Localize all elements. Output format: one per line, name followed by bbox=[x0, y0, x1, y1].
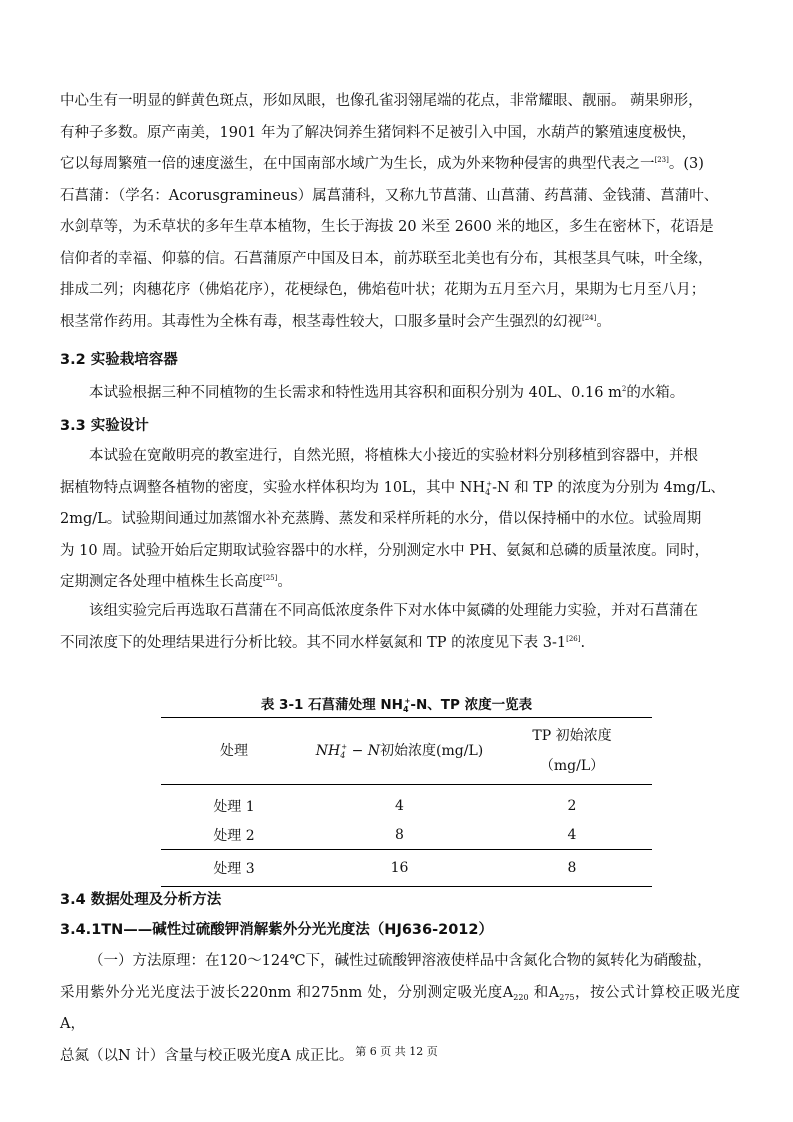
section-heading-3-4: 3.4 数据处理及分析方法 bbox=[60, 892, 222, 908]
text-line: 2mg/L。试验期间通过加蒸馏水补充蒸腾、蒸发和采样所耗的水分，借以保持桶中的水位。试验周期 bbox=[60, 511, 702, 527]
citation: [24] bbox=[582, 313, 597, 322]
text-line: 有种子多数。原产南美，1901 年为了解决饲养生猪饲料不足被引入中国，水葫芦的繁殖速度极快， bbox=[60, 124, 697, 141]
table-cell: 4 bbox=[567, 826, 577, 843]
text-line: 水剑草等，为禾草状的多年生草本植物，生长于海拔 20 米至 2600 米的地区，多生在密林下，花语是 bbox=[60, 219, 714, 235]
page-footer: 第 6 页 共 12 页 bbox=[355, 1045, 438, 1058]
table-cell: 处理 2 bbox=[213, 827, 255, 844]
table-cell: 16 bbox=[390, 860, 409, 876]
text-line: 定期测定各处理中植株生长高度[25]。 bbox=[60, 574, 292, 590]
text-line: 不同浓度下的处理结果进行分析比较。其不同水样氨氮和 TP 的浓度见下表 3-1[26]. bbox=[60, 634, 586, 651]
table-cell: 处理 3 bbox=[213, 861, 255, 877]
section-heading-3-2: 3.2 实验栽培容器 bbox=[60, 352, 178, 368]
table-row bbox=[161, 785, 652, 821]
table-row bbox=[161, 820, 652, 850]
table-cell: 8 bbox=[395, 826, 404, 843]
text-line: 该组实验完后再选取石菖蒲在不同高低浓度条件下对水体中氮磷的处理能力实验，并对石菖蒲在 bbox=[89, 603, 698, 619]
citation: [23] bbox=[654, 156, 669, 164]
text-line: 信仰者的幸福、仰慕的信。石菖蒲原产中国及日本，前苏联至北美也有分布，其根茎具气味，叶全缘， bbox=[60, 250, 713, 267]
table-caption: 表 3-1 石菖蒲处理 $NH_4^+-N$、TP 浓度一览表 bbox=[260, 697, 533, 714]
citation: [26] bbox=[566, 634, 581, 643]
citation: [25] bbox=[263, 574, 278, 582]
text-line: 它以每周繁殖一倍的速度滋生，在中国南部水域广为生长，成为外来物种侵害的典型代表之一[23]。(3) bbox=[60, 156, 704, 172]
body-paragraph-3-3b bbox=[60, 596, 740, 659]
text-line: 总氮（以N 计）含量与校正吸光度A 成正比。 bbox=[60, 1047, 354, 1064]
table-row bbox=[161, 850, 652, 887]
header-tp-initial: TP 初始浓度 （mg/L） bbox=[532, 728, 612, 774]
table-cell: 8 bbox=[567, 860, 577, 876]
body-paragraph-1 bbox=[60, 86, 740, 338]
table-header-row bbox=[161, 718, 652, 785]
text-line: 据植物特点调整各植物的密度，实验水样体积均为 10L，其中 $NH_4^+-N$ 和 TP 的浓度为分别为 4mg/L、 bbox=[60, 479, 725, 497]
text-line: 中心生有一明显的鲜黄色斑点，形如凤眼，也像孔雀羽翎尾端的花点，非常耀眼、靓丽。 蒴果卵形， bbox=[60, 93, 703, 109]
text-line: 排成二列；肉穗花序（佛焰花序），花梗绿色，佛焰苞叶状；花期为五月至六月，果期为七月至八月； bbox=[60, 282, 706, 298]
table-cell: 处理 1 bbox=[213, 798, 255, 815]
body-paragraph-3-2: 本试验根据三种不同植物的生长需求和特性选用其容积和面积分别为 40L、0.16 $m^2$的水箱。 bbox=[89, 385, 685, 401]
section-heading-3-4-1: 3.4.1TN——碱性过硫酸钾消解紫外分光光度法（HJ636-2012） bbox=[60, 922, 493, 938]
header-treatment: 处理 bbox=[220, 743, 248, 759]
body-paragraph-3-3a bbox=[60, 441, 740, 599]
table-cell: 4 bbox=[395, 797, 404, 814]
text-line: 石菖蒲：（学名：Acorusgramineus）属菖蒲科，又称九节菖蒲、山菖蒲、药菖蒲、金钱蒲、菖蒲叶、 bbox=[60, 187, 719, 204]
text-line: 为 10 周。试验开始后定期取试验容器中的水样，分别测定水中 PH、氨氮和总磷的质量浓度。同时， bbox=[60, 542, 710, 559]
data-table bbox=[161, 717, 652, 887]
text-line: 根茎常作药用。其毒性为全株有毒，根茎毒性较大，口服多量时会产生强烈的幻视[24]。 bbox=[60, 313, 611, 330]
text-line: （一）方法原理：在120～124℃下，碱性过硫酸钾溶液使样品中含氮化合物的氮转化为硝酸盐， bbox=[89, 953, 712, 969]
section-heading-3-3: 3.3 实验设计 bbox=[60, 418, 149, 434]
text-line: 采用紫外分光光度法于波长220nm 和275nm 处，分别测定吸光度$A_{220}$ 和$A_{275}$，按公式计算校正吸光度A， bbox=[60, 984, 740, 1032]
text-line: 本试验在宽敞明亮的教室进行，自然光照，将植株大小接近的实验材料分别移植到容器中，并根 bbox=[89, 448, 698, 464]
table-cell: 2 bbox=[567, 797, 577, 814]
header-nh4-initial: $NH_4^+ - N$初始浓度(mg/L) bbox=[315, 743, 484, 760]
